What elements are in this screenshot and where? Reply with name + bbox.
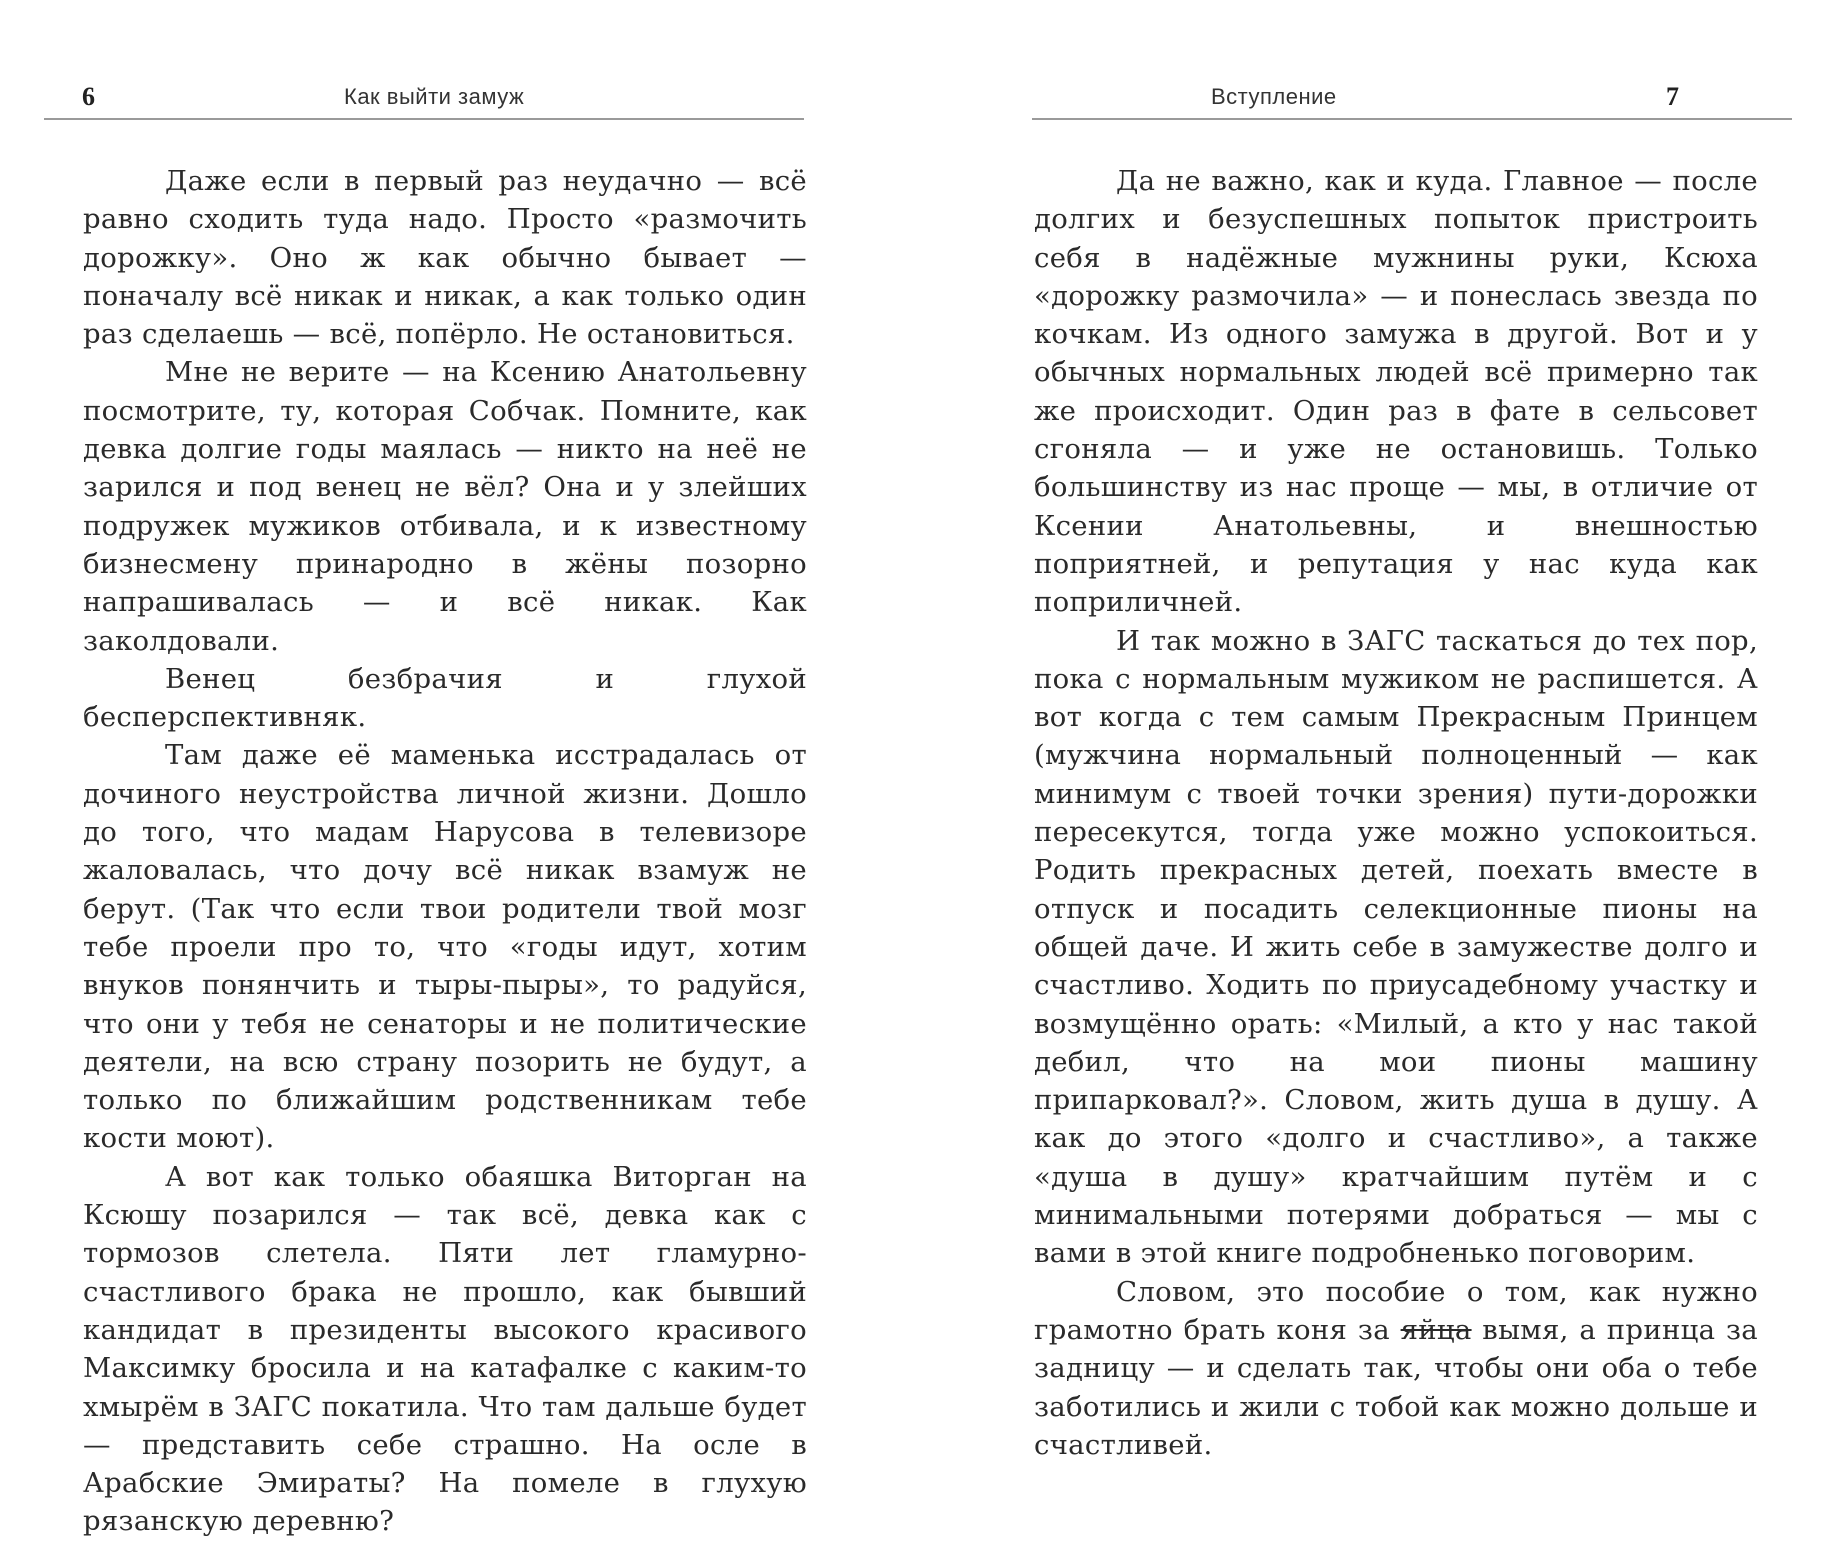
paragraph: Да не важно, как и куда. Главное — после долгих и безуспешных попыток пристроить себя в надёжные мужнины руки, Ксюха «дорожку размочила» — и понеслась звезда по кочкам. Из одного замужа в другой. Вот и у обычных нормальных людей всё примерно так же происходит. Один раз в фате в сельсовет сгоняла — и уже не остановишь. Только большинству из нас проще — мы, в отличие от Ксении Анатольевны, и внешностью поприятней, и репутация у нас куда как поприличней. bbox=[1034, 165, 1758, 619]
left-page-body bbox=[83, 162, 807, 1541]
paragraph: Мне не верите — на Ксению Анатольевну посмотрите, ту, которая Собчак. Помните, как девка долгие годы маялась — никто на неё не зарился и под венец не вёл? Она и у злейших подружек мужиков отбивала, и к известному бизнесмену принародно в жёны позорно напрашивалась — и всё никак. Как заколдовали. bbox=[83, 356, 807, 657]
right-page bbox=[916, 0, 1832, 1511]
left-page bbox=[0, 0, 916, 1538]
paragraph: А вот как только обаяшка Виторган на Ксюшу позарился — так всё, девка как с тормозов слетела. Пяти лет гламурно-счастливого брака не прошло, как бывший кандидат в президенты высокого красивого Максимку бросила и на катафалке с каким-то хмырём в ЗАГС покатила. Что там дальше будет — представить себе страшно. На осле в Арабские Эмираты? На помеле в глухую рязанскую деревню? bbox=[83, 1160, 807, 1538]
left-page-header bbox=[44, 78, 804, 122]
page-number-left: 6 bbox=[82, 82, 95, 111]
running-title-left: Как выйти замуж bbox=[344, 84, 525, 109]
paragraph-last bbox=[1034, 1273, 1758, 1464]
right-page-header bbox=[1032, 78, 1792, 122]
header-rule-left bbox=[44, 118, 804, 120]
paragraph: Венец безбрачия и глухой бесперспективняк. bbox=[83, 662, 807, 734]
paragraph: Там даже её маменька исстрадалась от дочиного неустройства личной жизни. Дошло до того, что мадам Нарусова в телевизоре жаловалась, что дочу всё никак взамуж не берут. (Так что если твои родители твой мозг тебе проели про то, что «годы идут, хотим внуков понянчить и тыры-пыры», то радуйся, что они у тебя не сенаторы и не политические деятели, на всю страну позорить не будут, а только по ближайшим родственникам тебе кости моют). bbox=[83, 739, 807, 1155]
page-number-right: 7 bbox=[1666, 82, 1679, 111]
paragraph-text-after: вымя, а принца за задницу — и сделать так, чтобы они оба о тебе заботились и жили с тобой как можно дольше и счастливей. bbox=[1034, 1313, 1758, 1461]
right-page-body bbox=[1034, 162, 1758, 1464]
paragraph: Даже если в первый раз неудачно — всё равно сходить туда надо. Просто «размочить дорожку». Оно ж как обычно бывает — поначалу всё никак и никак, а как только один раз сделаешь — всё, попёрло. Не остановиться. bbox=[83, 165, 807, 351]
running-title-right: Вступление bbox=[1211, 84, 1337, 109]
paragraph: И так можно в ЗАГС таскаться до тех пор, пока с нормальным мужиком не распишется. А вот когда с тем самым Прекрасным Принцем (мужчина нормальный полноценный — как минимум с твоей точки зрения) пути-дорожки пересекутся, тогда уже можно успокоиться. Родить прекрасных детей, поехать вместе в отпуск и посадить селекционные пионы на общей даче. И жить себе в замужестве долго и счастливо. Ходить по приусадебному участку и возмущённо орать: «Милый, а кто у нас такой дебил, что на мои пионы машину припарковал?». Словом, жить душа в душу. А как до этого «долго и счастливо», а также «душа в душу» кратчайшим путём и с минимальными потерями добраться — мы с вами в этой книге подробненько поговорим. bbox=[1034, 624, 1758, 1270]
struck-word: яйца bbox=[1400, 1313, 1472, 1346]
paragraph-text-before: Словом, это пособие о том, как нужно грамотно брать коня за bbox=[1034, 1275, 1758, 1346]
header-rule-right bbox=[1032, 118, 1792, 120]
